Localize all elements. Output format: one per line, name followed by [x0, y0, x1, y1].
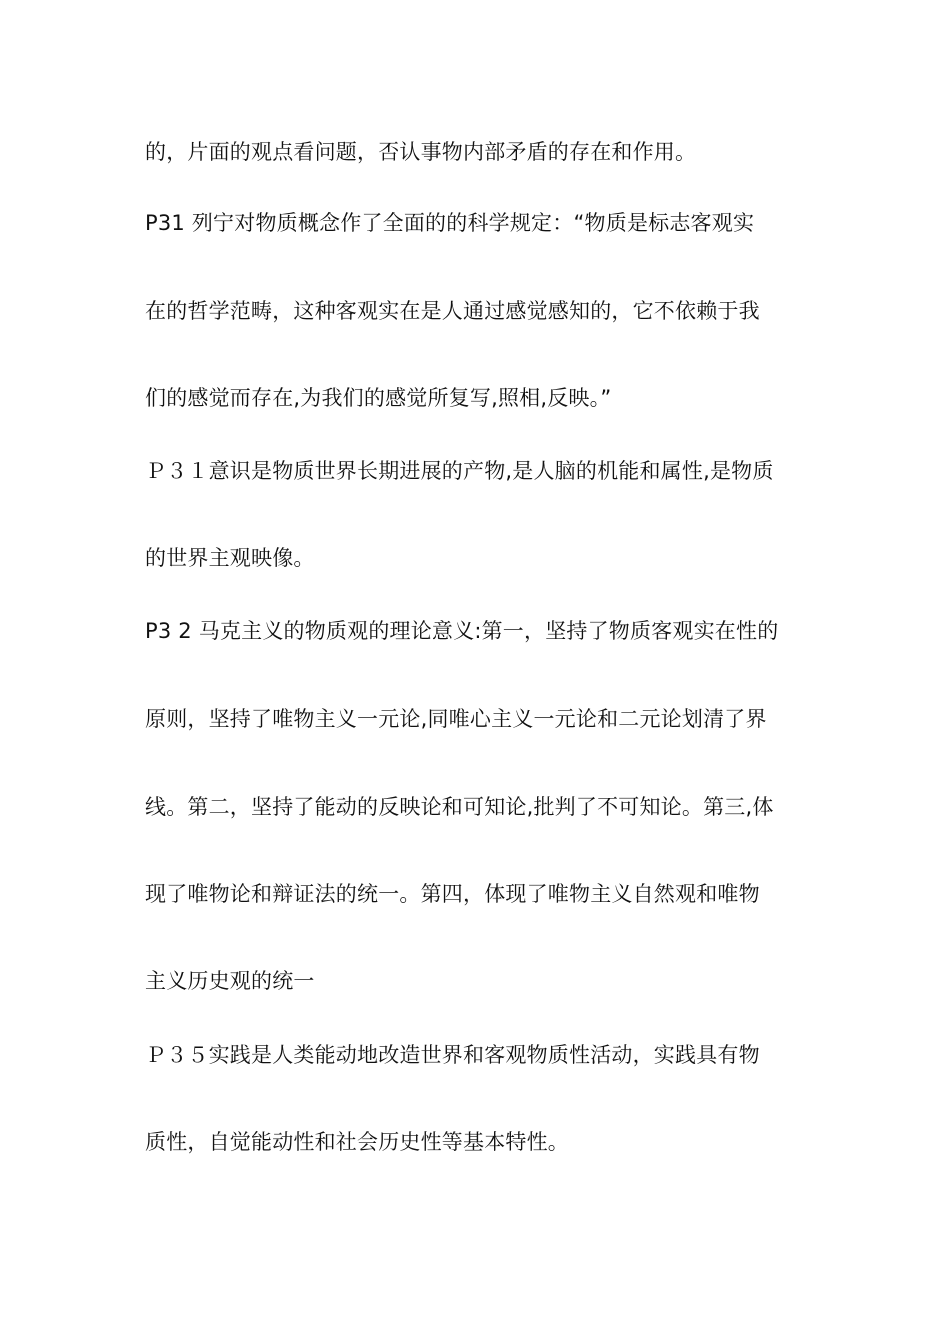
text-line-12: Ｐ３５实践是人类能动地改造世界和客观物质性活动，实践具有物: [145, 1043, 760, 1067]
text-line-7: P3 2 马克主义的物质观的理论意义:第一，坚持了物质客观实在性的: [145, 619, 779, 643]
text-line-5: Ｐ３１意识是物质世界长期进展的产物,是人脑的机能和属性,是物质: [145, 459, 774, 483]
text-line-11: 主义历史观的统一: [145, 969, 315, 993]
text-line-4: 们的感觉而存在,为我们的感觉所复写,照相,反映。”: [145, 386, 612, 410]
text-line-2: P31 列宁对物质概念作了全面的的科学规定：“物质是标志客观实: [145, 211, 755, 235]
text-line-6: 的世界主观映像。: [145, 546, 315, 570]
text-line-8: 原则，坚持了唯物主义一元论,同唯心主义一元论和二元论划清了界: [145, 707, 767, 731]
text-line-9: 线。第二，坚持了能动的反映论和可知论,批判了不可知论。第三,体: [145, 795, 774, 819]
text-line-13: 质性，自觉能动性和社会历史性等基本特性。: [145, 1130, 569, 1154]
text-line-3: 在的哲学范畴，这种客观实在是人通过感觉感知的，它不依赖于我: [145, 299, 760, 323]
text-line-1: 的，片面的观点看问题，否认事物内部矛盾的存在和作用。: [145, 140, 697, 164]
text-line-10: 现了唯物论和辩证法的统一。第四，体现了唯物主义自然观和唯物: [145, 882, 760, 906]
